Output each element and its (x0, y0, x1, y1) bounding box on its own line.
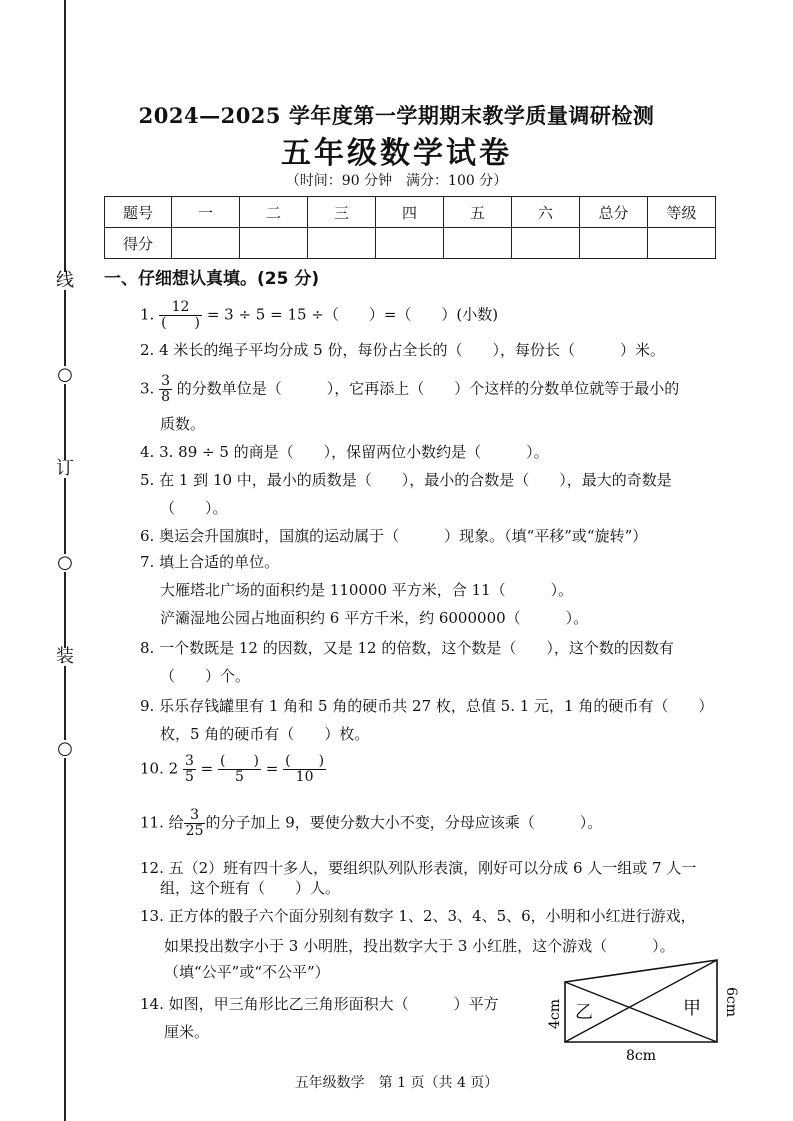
score-input-cell[interactable] (172, 228, 240, 259)
score-input-cell[interactable] (648, 228, 716, 259)
score-input-cell[interactable] (308, 228, 376, 259)
question-number: 3. (140, 379, 155, 398)
exam-subtitle: 五年级数学试卷 (281, 136, 512, 171)
question-text: 一个数既是 12 的因数，又是 12 的倍数，这个数是（ ），这个数的因数有 (159, 639, 674, 657)
score-cell: 二 (240, 197, 308, 228)
fraction-numerator: 3 (184, 753, 194, 769)
question-number: 1. (140, 305, 155, 324)
fraction-numerator: 3 (161, 373, 171, 389)
question-number: 5. (140, 471, 155, 489)
binding-char: 线 (56, 270, 74, 291)
fraction (183, 754, 196, 785)
question-14-line-2: 厘米。 (164, 1023, 210, 1041)
binding-circle: ○ (57, 364, 73, 385)
score-cell: 一 (172, 197, 240, 228)
binding-char: 订 (56, 458, 74, 479)
question-number: 14. (140, 995, 164, 1013)
question-9 (140, 696, 713, 716)
fraction (184, 808, 206, 839)
question-text: = 3 ÷ 5 = 15 ÷（ ）=（ ）(小数) (206, 305, 499, 324)
question-7-line-3: 浐灞湿地公园占地面积约 6 平方千米，约 6000000（ ）。 (160, 609, 589, 627)
question-3-line-2: 质数。 (160, 415, 206, 433)
question-text: 填上合适的单位。 (159, 553, 280, 571)
exam-title: 2024—2025 学年度第一学期期末教学质量调研检测 (138, 103, 655, 128)
score-table-score-row (105, 228, 716, 259)
equals-sign: = (200, 759, 214, 778)
question-13-line-3: （填“公平”或“不公平”） (164, 963, 330, 981)
question-1 (140, 300, 498, 331)
question-9-line-2: 枚，5 角的硬币有（ ）枚。 (160, 725, 370, 743)
fraction-numerator-blank[interactable]: ( ) (220, 753, 259, 769)
right-side-length: 6cm (723, 986, 739, 1018)
mixed-number-whole: 2 (168, 759, 179, 778)
score-cell: 总分 (580, 197, 648, 228)
question-text: 正方体的骰子六个面分别刻有数字 1、2、3、4、5、6，小明和小红进行游戏， (168, 907, 696, 925)
page-footer: 五年级数学 第 1 页（共 4 页） (294, 1075, 499, 1091)
question-10 (140, 754, 326, 785)
fraction-denominator: 5 (235, 769, 244, 785)
label-jia: 甲 (683, 998, 701, 1019)
fraction (159, 374, 172, 405)
fraction-numerator: 3 (184, 808, 206, 824)
question-12 (140, 858, 696, 878)
question-number: 6. (140, 527, 155, 545)
question-11 (140, 808, 602, 839)
fraction-numerator-blank[interactable]: ( ) (285, 753, 325, 769)
question-number: 7. (140, 553, 155, 571)
equals-sign: = (265, 759, 279, 778)
binding-char: 装 (56, 646, 74, 667)
left-side-length: 4cm (547, 998, 563, 1030)
fraction-denominator: 5 (184, 769, 194, 785)
question-3 (140, 374, 679, 405)
question-7 (140, 552, 279, 572)
score-cell: 题号 (105, 197, 172, 228)
question-text: 奥运会升国旗时，国旗的运动属于（ ）现象。（填“平移”或“旋转”） (159, 527, 648, 545)
binding-circle: ○ (57, 552, 73, 573)
question-14 (140, 994, 499, 1014)
question-13-line-2: 如果投出数字小于 3 小明胜，投出数字大于 3 小红胜，这个游戏（ ）。 (164, 937, 675, 955)
section-heading: 一、仔细想认真填。(25 分) (104, 269, 320, 289)
score-cell: 五 (444, 197, 512, 228)
bottom-side-length: 8cm (625, 1048, 657, 1064)
fraction-numerator: 12 (159, 300, 202, 316)
question-5-line-2: （ ）。 (160, 499, 228, 517)
score-input-cell[interactable] (580, 228, 648, 259)
question-6 (140, 526, 647, 546)
score-cell: 四 (376, 197, 444, 228)
score-input-cell[interactable] (240, 228, 308, 259)
question-8 (140, 638, 674, 658)
question-number: 12. (140, 859, 164, 877)
question-text: 五（2）班有四十多人，要组织队列队形表演，刚好可以分成 6 人一组或 7 人一 (168, 859, 697, 877)
binding-circle: ○ (57, 738, 73, 759)
score-input-cell[interactable] (512, 228, 580, 259)
question-text: 的分数单位是（ ），它再添上（ ）个这样的分数单位就等于最小的 (176, 379, 680, 398)
question-number: 8. (140, 639, 155, 657)
score-table-header-row (105, 197, 716, 228)
exam-info: （时间：90 分钟 满分：100 分） (285, 173, 508, 189)
question-number: 2. (140, 341, 155, 359)
fraction-denominator[interactable]: ( ) (161, 315, 201, 331)
fraction (283, 754, 326, 785)
question-text: 的分子加上 9，要使分数大小不变，分母应该乘（ ）。 (205, 813, 603, 832)
score-table (104, 196, 716, 259)
question-number: 11. (140, 813, 164, 832)
fraction (218, 754, 261, 785)
question-4 (140, 442, 549, 462)
question-number: 4. (140, 443, 155, 461)
question-2 (140, 340, 665, 360)
question-13 (140, 906, 696, 926)
fraction-denominator: 25 (185, 823, 204, 839)
question-8-line-2: （ ）个。 (160, 667, 251, 685)
question-text: 在 1 到 10 中，最小的质数是（ ），最小的合数是（ ），最大的奇数是 (159, 471, 672, 489)
fraction-denominator: 8 (161, 389, 171, 405)
fraction-denominator: 10 (295, 769, 314, 785)
fraction (159, 300, 202, 331)
score-cell: 三 (308, 197, 376, 228)
question-text: 3. 89 ÷ 5 的商是（ ），保留两位小数约是（ ）。 (159, 443, 549, 461)
question-text: 4 米长的绳子平均分成 5 份，每份占全长的（ ），每份长（ ）米。 (159, 341, 665, 359)
question-number: 13. (140, 907, 164, 925)
question-number: 9. (140, 697, 155, 715)
score-cell: 得分 (105, 228, 172, 259)
question-text: 如图，甲三角形比乙三角形面积大（ ）平方 (168, 995, 499, 1013)
score-input-cell[interactable] (444, 228, 512, 259)
question-5 (140, 470, 672, 490)
question-7-line-2: 大雁塔北广场的面积约是 110000 平方米，合 11（ ）。 (160, 581, 574, 599)
question-number: 10. (140, 759, 164, 778)
label-yi: 乙 (575, 1002, 593, 1023)
score-cell: 六 (512, 197, 580, 228)
question-12-line-2: 组，这个班有（ ）人。 (160, 879, 341, 897)
score-cell: 等级 (648, 197, 716, 228)
question-text: 给 (168, 813, 184, 832)
score-input-cell[interactable] (376, 228, 444, 259)
question-text: 乐乐存钱罐里有 1 角和 5 角的硬币共 27 枚，总值 5. 1 元，1 角的硬币有（ ） (159, 697, 714, 715)
trapezoid-figure (545, 952, 755, 1067)
